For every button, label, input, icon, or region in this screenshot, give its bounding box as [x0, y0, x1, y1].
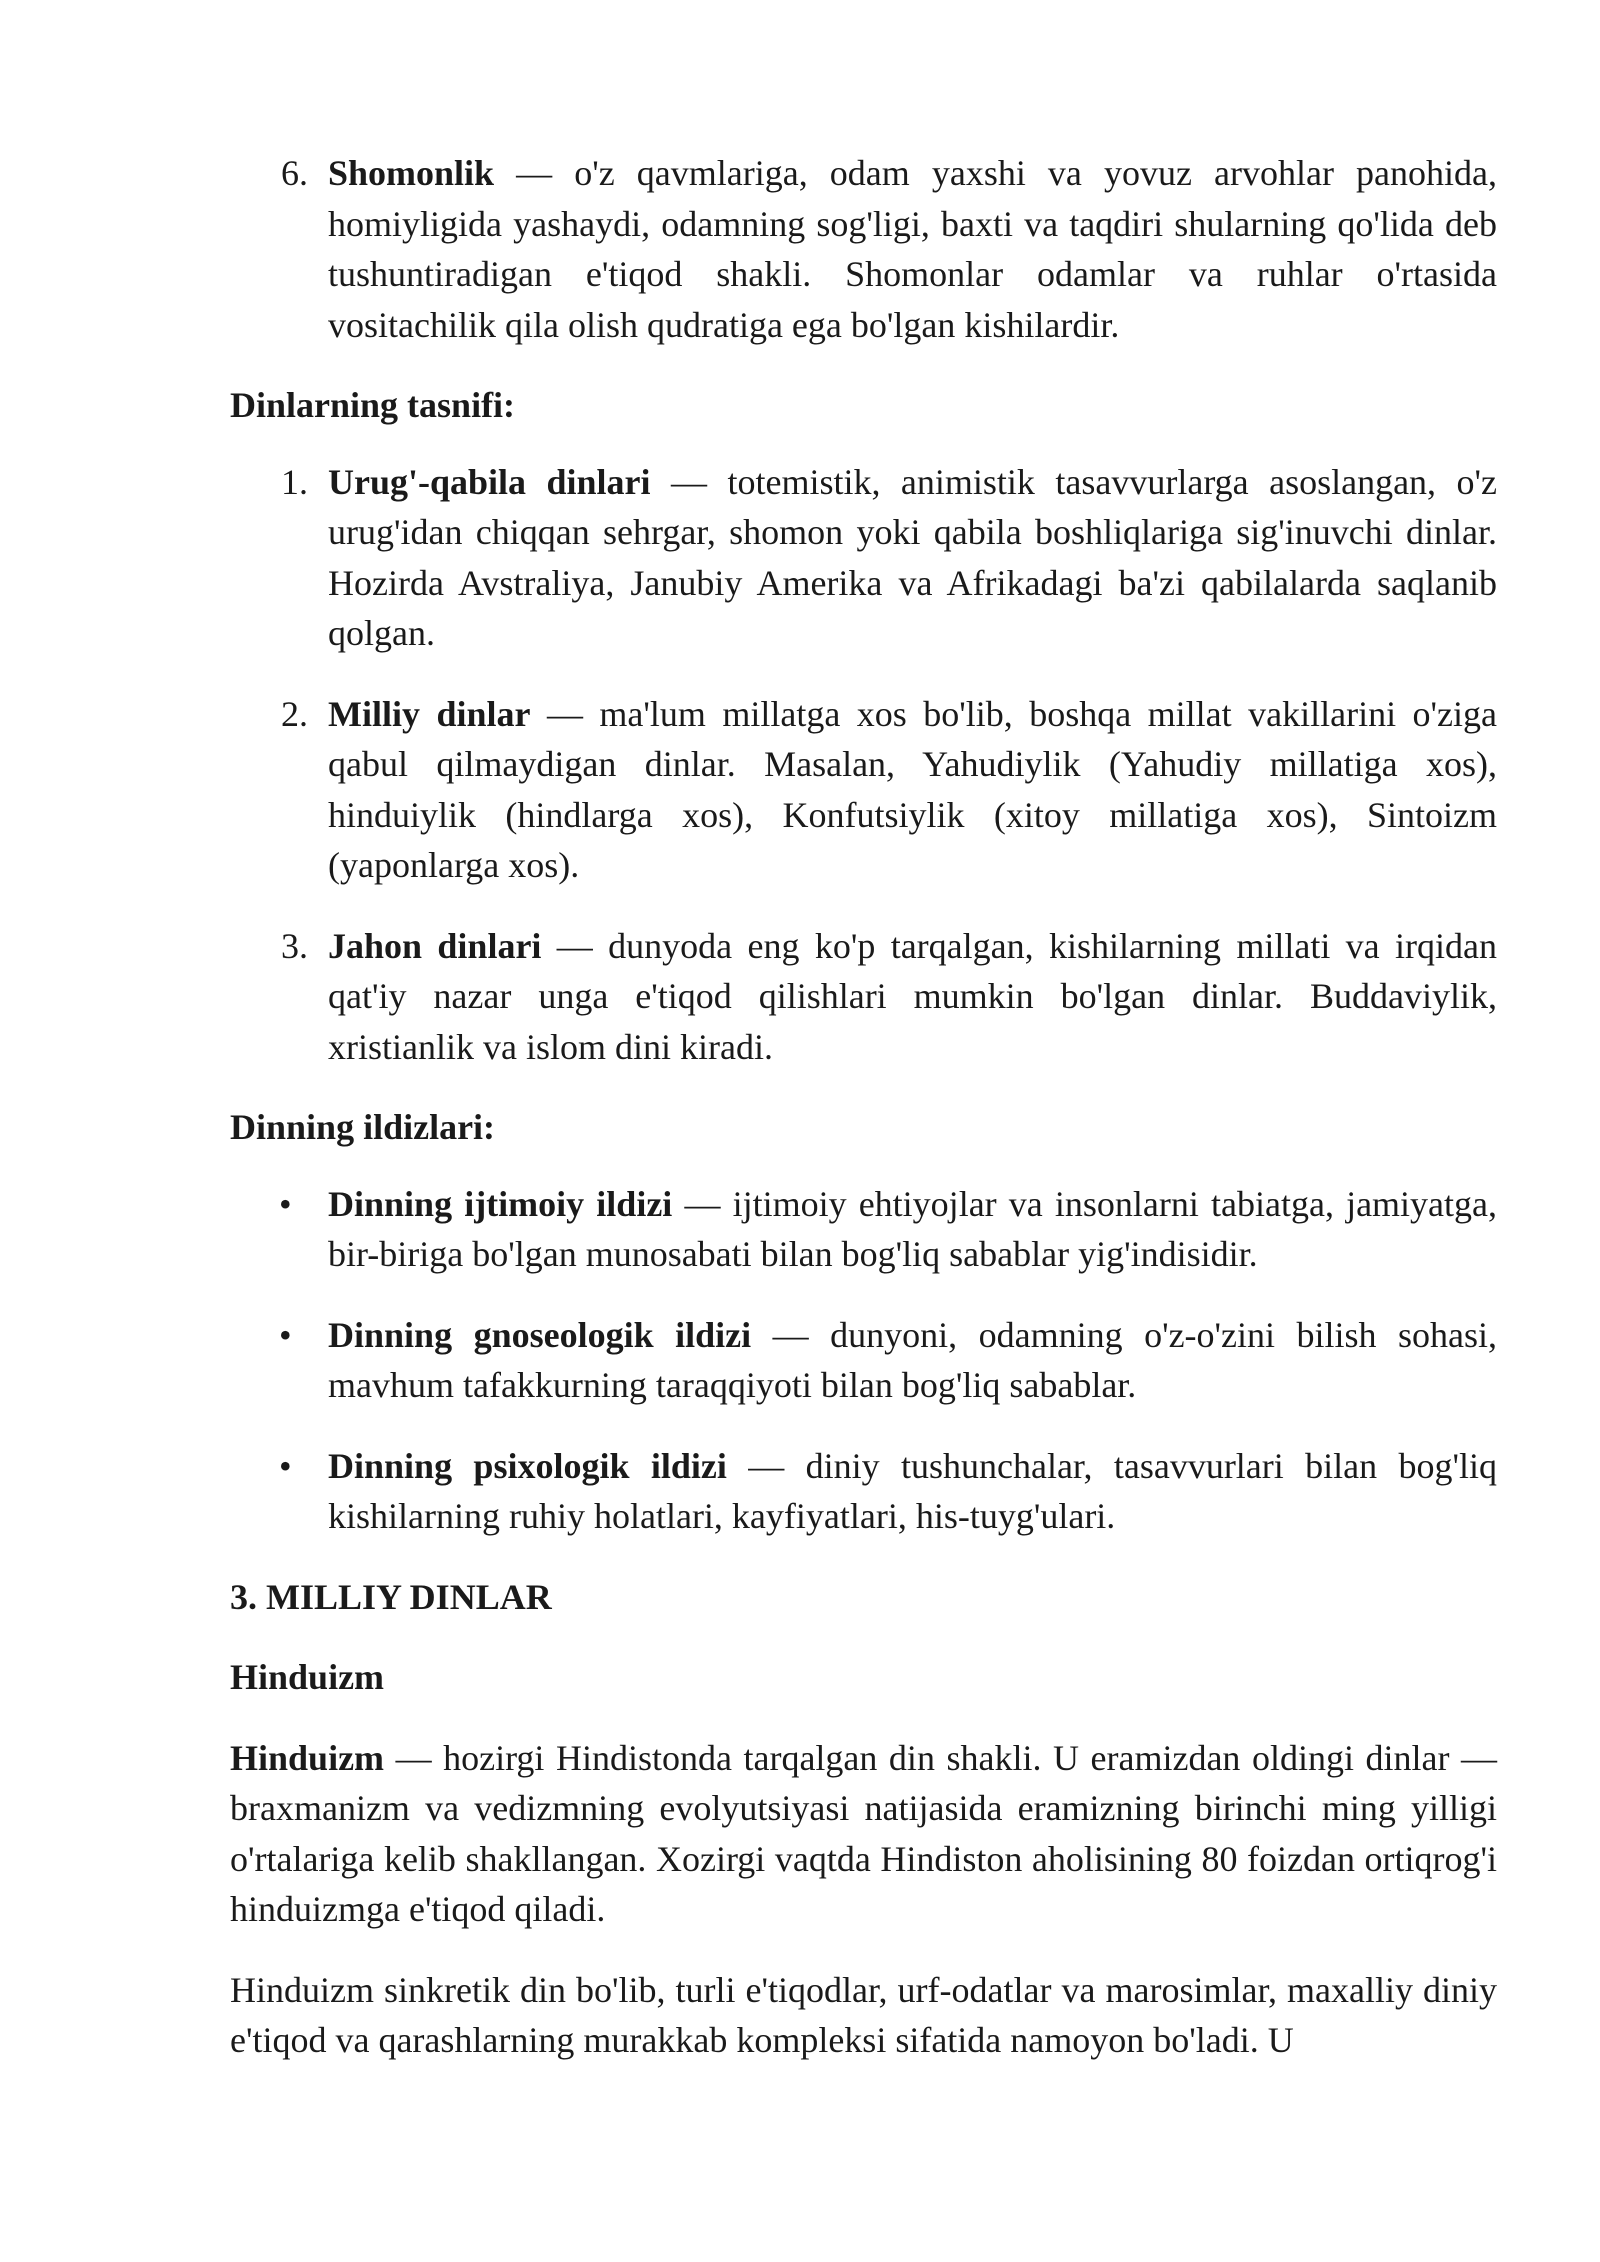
item-text: — diniy tushunchalar, tasavvurlari bilan bog'liq kishilarning ruhiy holatlari, kayfiyatlari, his-tuyg'ulari.	[328, 1445, 1497, 1536]
item-text: — ijtimoiy ehtiyojlar va insonlarni tabiatga, jamiyatga, bir-biriga bo'lgan munosabati bilan bog'liq sabablar yig'indisidir.	[328, 1183, 1498, 1274]
bullet-item-psychological-root	[230, 1441, 1497, 1542]
section-subheading: Hinduizm	[230, 1657, 385, 1697]
term-bold: Dinning psixologik ildizi	[328, 1445, 727, 1486]
list-item-classification-3	[230, 921, 1497, 1073]
term-bold: Jahon dinlari	[328, 925, 542, 966]
roots-heading: Dinning ildizlari:	[230, 1107, 496, 1147]
item-text: — dunyoda eng ko'p tarqalgan, kishilarning millati va irqidan qat'iy nazar unga e'tiqod qilishlari mumkin bo'lgan dinlar. Buddaviylik, xristianlik va islom dini kiradi.	[328, 925, 1497, 1067]
list-item-classification-2	[230, 689, 1497, 891]
classification-heading: Dinlarning tasnifi:	[230, 385, 516, 425]
list-number: 6.	[281, 153, 308, 193]
term-bold: Urug'-qabila dinlari	[328, 461, 651, 502]
paragraph-text: — hozirgi Hindistonda tarqalgan din shakli. U eramizdan oldingi dinlar — braxmanizm va vedizmning evolyutsiyasi natijasida eramizning birinchi ming yilligi o'rtalariga kelib shakllangan. Xozirgi vaqtda Hindiston aholisining 80 foizdan ortiqrog'i hinduizmga e'tiqod qiladi.	[230, 1737, 1497, 1929]
bullet-item-gnoseological-root	[230, 1310, 1497, 1411]
section-heading: 3. MILLIY DINLAR	[230, 1576, 552, 1617]
term-bold: Milliy dinlar	[328, 693, 531, 734]
term-bold: Dinning ijtimoiy ildizi	[328, 1183, 673, 1224]
list-number: 1.	[281, 461, 308, 502]
item-text: — dunyoni, odamning o'z-o'zini bilish sohasi, mavhum tafakkurning taraqqiyoti bilan bog'liq sabablar.	[328, 1314, 1498, 1405]
document-page	[230, 148, 1497, 2066]
bullet-icon: •	[279, 1314, 292, 1355]
list-number: 3.	[281, 925, 308, 966]
term-bold: Shomonlik	[328, 153, 495, 193]
item-text: — totemistik, animistik tasavvurlarga asoslangan, o'z urug'idan chiqqan sehrgar, shomon yoki qabila boshliqlariga sig'inuvchi dinlar. Hozirda Avstraliya, Janubiy Amerika va Afrikadagi ba'zi qabilalarda saqlanib qolgan.	[328, 461, 1497, 653]
list-number: 2.	[281, 693, 308, 734]
term-bold: Dinning gnoseologik ildizi	[328, 1314, 752, 1355]
hinduism-paragraph-1	[230, 1733, 1497, 1935]
bullet-icon: •	[279, 1183, 292, 1224]
bullet-icon: •	[279, 1445, 292, 1486]
term-bold: Hinduizm	[230, 1737, 385, 1778]
hinduism-paragraph-2: Hinduizm sinkretik din bo'lib, turli e'tiqodlar, urf-odatlar va marosimlar, maxalliy diniy e'tiqod va qarashlarning murakkab kompleksi sifatida namoyon bo'ladi. U	[230, 1969, 1497, 2060]
bullet-item-social-root	[230, 1179, 1497, 1280]
item-text: — ma'lum millatga xos bo'lib, boshqa millat vakillarini o'ziga qabul qilmaydigan dinlar. Masalan, Yahudiylik (Yahudiy millatiga xos), hinduiylik (hindlarga xos), Konfutsiylik (xitoy millatiga xos), Sintoizm (yaponlarga xos).	[328, 693, 1497, 885]
list-item-shomonlik	[230, 148, 1497, 350]
item-text: — o'z qavmlariga, odam yaxshi va yovuz arvohlar panohida, homiyligida yashaydi, odamning sog'ligi, baxti va taqdiri shularning qo'lida deb tushuntiradigan e'tiqod shakli. Shomonlar odamlar va ruhlar o'rtasida vositachilik qila olish qudratiga ega bo'lgan kishilardir.	[328, 153, 1497, 345]
list-item-classification-1	[230, 457, 1497, 659]
